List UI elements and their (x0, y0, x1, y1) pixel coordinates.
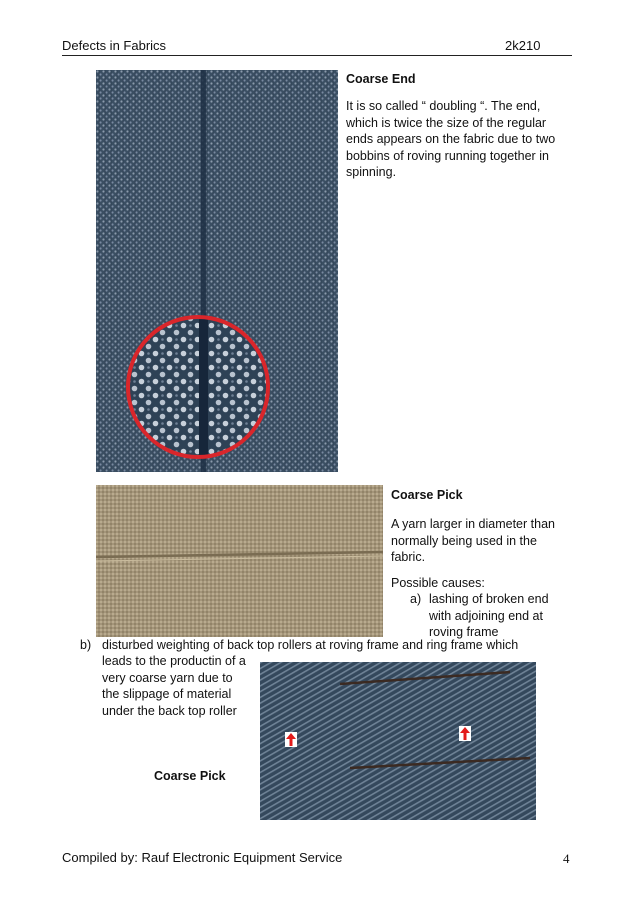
arrow-up-icon (285, 732, 297, 747)
cause-a-text: lashing of broken end with adjoining end at roving frame (429, 592, 549, 639)
footer-credit: Compiled by: Rauf Electronic Equipment Service (62, 850, 343, 865)
coarse-end-description: It is so called “ doubling “. The end, which is twice the size of the regular ends appears on the fabric due to two bobbins of roving running together in spinning. (346, 99, 556, 179)
coarse-pick-caption: Coarse Pick (154, 769, 226, 783)
coarse-end-fabric-image (96, 70, 338, 472)
cause-b-line1: disturbed weighting of back top rollers at roving frame and ring frame which (102, 638, 519, 652)
possible-causes-label: Possible causes: (391, 576, 485, 590)
page-number: 4 (563, 851, 570, 866)
coarse-pick-fabric-image (96, 485, 383, 637)
header-title: Defects in Fabrics (62, 38, 167, 53)
coarse-pick-description: A yarn larger in diameter than normally being used in the fabric. (391, 517, 555, 564)
coarse-pick-denim-image (260, 662, 536, 820)
header-code: 2k210 (505, 38, 541, 53)
cause-a-marker: a) (410, 592, 422, 606)
cause-b-continued: leads to the productin of a very coarse yarn due to the slippage of material under the back top roller (102, 654, 246, 718)
cause-b-marker: b) (80, 638, 92, 652)
header-rule (62, 55, 572, 56)
coarse-end-title: Coarse End (346, 72, 416, 86)
arrow-up-icon (459, 726, 471, 741)
coarse-pick-title: Coarse Pick (391, 488, 463, 502)
